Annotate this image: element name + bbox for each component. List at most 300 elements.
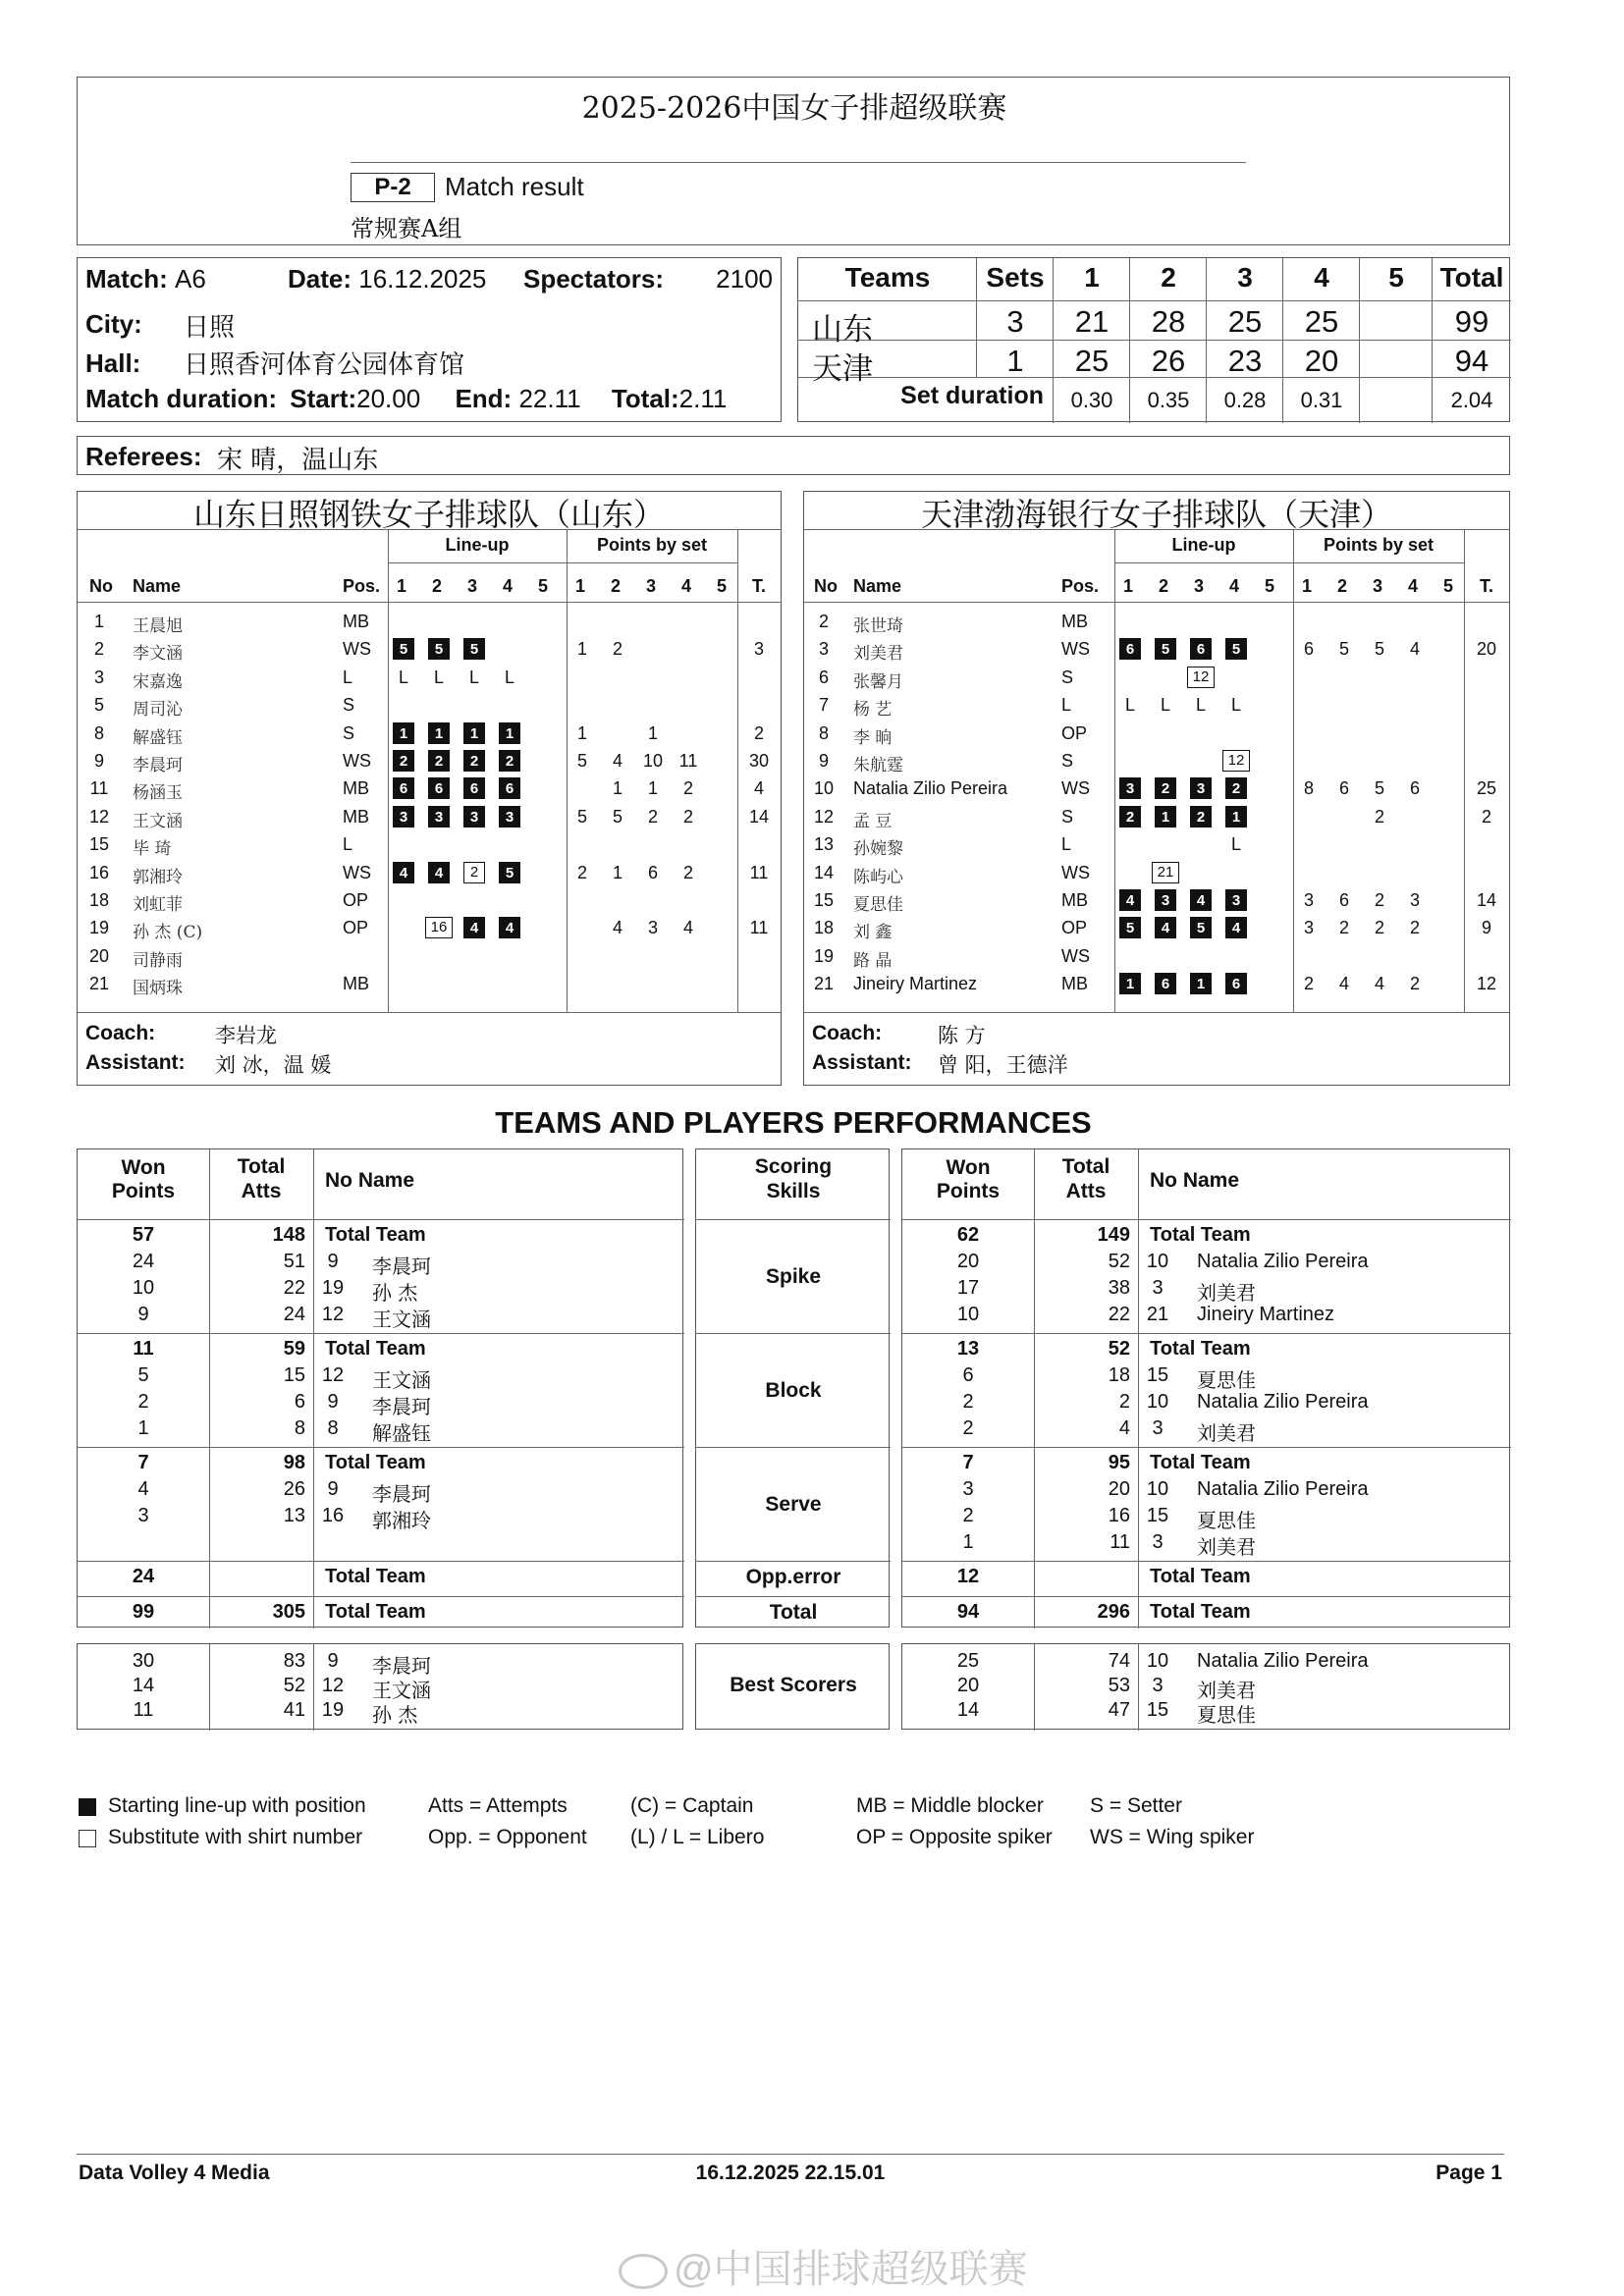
starting-legend-text: Starting line-up with position xyxy=(108,1794,366,1817)
player-no: 14 xyxy=(813,862,835,882)
player-no: 10 xyxy=(1146,1650,1169,1672)
player-no: 19 xyxy=(813,945,835,966)
skill-name: Block xyxy=(765,1379,822,1402)
player-set-points: 2 xyxy=(1374,890,1384,910)
points-set-header: 4 xyxy=(680,576,691,596)
player-pos: S xyxy=(1061,667,1074,687)
total-atts: 20 xyxy=(1108,1478,1130,1500)
starting-position-mark: 5 xyxy=(1190,917,1212,938)
player-set-points: 2 xyxy=(1338,918,1349,938)
set-duration-1: 0.35 xyxy=(1147,388,1190,412)
won-points: 14 xyxy=(956,1699,980,1721)
starting-position-mark: 2 xyxy=(1225,777,1247,799)
player-name: 刘美君 xyxy=(1197,1679,1256,1702)
perf-rule xyxy=(902,1333,1511,1334)
lineup-set-header: 2 xyxy=(431,576,442,596)
won-points: 24 xyxy=(132,1566,155,1587)
player-set-points: 4 xyxy=(1374,974,1384,994)
player-no: 3 xyxy=(93,667,104,687)
player-pos: L xyxy=(343,667,353,687)
starting-position-mark: 3 xyxy=(499,806,520,828)
coach-label: Coach: xyxy=(85,1022,156,1044)
player-set-points: 6 xyxy=(1303,639,1314,660)
player-name: 刘 鑫 xyxy=(853,923,893,943)
player-pos: L xyxy=(1061,834,1072,855)
player-no: 10 xyxy=(1146,1251,1169,1272)
player-name: 刘美君 xyxy=(1197,1281,1256,1305)
player-name: Total Team xyxy=(325,1338,426,1360)
total-atts: 18 xyxy=(1108,1364,1130,1386)
total-atts: 74 xyxy=(1108,1650,1130,1672)
won-points: 99 xyxy=(132,1601,155,1623)
captain-legend: (C) = Captain xyxy=(630,1794,754,1817)
player-no: 21 xyxy=(1146,1304,1169,1325)
player-total: 14 xyxy=(748,806,770,827)
opp-legend: Opp. = Opponent xyxy=(428,1826,587,1848)
player-pos: WS xyxy=(343,862,371,882)
player-total: 30 xyxy=(748,751,770,771)
team-total-label: Total Team xyxy=(325,1601,426,1623)
won-points: 7 xyxy=(962,1452,974,1473)
starting-position-mark: 6 xyxy=(1119,638,1141,660)
player-name: 孙婉黎 xyxy=(853,839,903,860)
team_b-team-title: 天津渤海银行女子排球队（天津） xyxy=(920,496,1392,533)
pos-header: Pos. xyxy=(343,576,381,596)
player-name: 夏思佳 xyxy=(1197,1368,1256,1392)
score-cell-sets: 1 xyxy=(1006,344,1024,378)
player-set-points: 2 xyxy=(1409,918,1420,938)
team-total-label: Total Team xyxy=(1150,1601,1251,1623)
player-pos: OP xyxy=(1061,918,1088,938)
end-label: End: xyxy=(455,384,513,413)
player-no: 15 xyxy=(1146,1699,1169,1721)
set-duration-label: Set duration xyxy=(900,382,1044,409)
player-no: 12 xyxy=(88,806,110,827)
player-name: 李文涵 xyxy=(133,644,183,665)
team-a-best-scorers xyxy=(77,1643,683,1730)
atts-header-2: Atts xyxy=(241,1180,282,1202)
player-name: Total Team xyxy=(325,1452,426,1473)
total-atts: 296 xyxy=(1097,1601,1130,1623)
player-no: 3 xyxy=(1152,1531,1164,1553)
player-set-points: 1 xyxy=(647,722,658,743)
won-points: 7 xyxy=(137,1452,149,1473)
score-cell-team: 山东 xyxy=(812,312,873,347)
player-set-points: 4 xyxy=(682,918,693,938)
name-header: No Name xyxy=(325,1169,415,1192)
skill-name: Total xyxy=(769,1601,818,1624)
total-atts: 8 xyxy=(294,1417,305,1439)
total-atts: 52 xyxy=(283,1675,305,1696)
starting-position-mark: 4 xyxy=(393,862,414,883)
player-set-points: 2 xyxy=(1374,918,1384,938)
footer-left: Data Volley 4 Media xyxy=(79,2162,270,2184)
starting-position-mark: 3 xyxy=(428,806,450,828)
substitute-mark: 12 xyxy=(1187,667,1215,688)
op-legend: OP = Opposite spiker xyxy=(856,1826,1053,1848)
won-points: 20 xyxy=(956,1675,980,1696)
player-no: 12 xyxy=(321,1675,345,1696)
hall-label: Hall: xyxy=(85,348,141,378)
match-label: Match: xyxy=(85,264,168,294)
total-atts: 41 xyxy=(283,1699,305,1721)
referees-value: 宋 晴，温山东 xyxy=(217,446,379,475)
roster-col-line xyxy=(1464,529,1465,1012)
points-set-header: 3 xyxy=(1372,576,1382,596)
total-atts: 24 xyxy=(283,1304,305,1325)
won-points: 30 xyxy=(132,1650,155,1672)
player-set-points: 2 xyxy=(682,862,693,882)
won-points: 17 xyxy=(956,1277,980,1299)
player-total: 9 xyxy=(1481,918,1491,938)
starting-position-mark: 1 xyxy=(1119,973,1141,994)
won-header-2: Points xyxy=(111,1180,176,1202)
won-points: 2 xyxy=(962,1391,974,1413)
player-set-points: 2 xyxy=(1303,974,1314,994)
player-no: 19 xyxy=(321,1699,345,1721)
starting-position-mark: 4 xyxy=(1119,889,1141,911)
player-name: 李晨珂 xyxy=(372,1654,431,1678)
substitute-mark: 21 xyxy=(1152,862,1179,883)
coach-label: Coach: xyxy=(812,1022,883,1044)
roster-rule xyxy=(78,602,781,603)
skill-name: Spike xyxy=(765,1265,822,1288)
score-cell-s1: 25 xyxy=(1074,344,1110,378)
player-set-points: 6 xyxy=(1338,778,1349,799)
perf-rule xyxy=(78,1596,684,1597)
player-set-points: 2 xyxy=(576,862,587,882)
player-no: 12 xyxy=(813,806,835,827)
perf-rule xyxy=(696,1333,891,1334)
player-name: 夏思佳 xyxy=(1197,1703,1256,1727)
player-total: 11 xyxy=(749,862,769,882)
player-no: 12 xyxy=(321,1304,345,1325)
player-no: 9 xyxy=(93,751,104,771)
total-atts: 26 xyxy=(283,1478,305,1500)
player-no: 18 xyxy=(88,890,110,910)
date-label: Date: xyxy=(288,264,352,294)
s-legend: S = Setter xyxy=(1090,1794,1182,1817)
won-points: 4 xyxy=(137,1478,149,1500)
player-total: 12 xyxy=(1476,974,1497,994)
performance-title: TEAMS AND PLAYERS PERFORMANCES xyxy=(495,1105,1092,1140)
score-header-3: 2 xyxy=(1161,262,1176,293)
starting-position-mark: 5 xyxy=(428,638,450,660)
starting-legend-swatch xyxy=(79,1798,96,1816)
watermark-text: @中国排球超级联赛 xyxy=(674,2248,1028,2291)
player-set-points: 3 xyxy=(647,918,658,938)
assistant-label: Assistant: xyxy=(85,1051,186,1074)
player-set-points: 1 xyxy=(612,862,623,882)
player-name: 周司沁 xyxy=(133,700,183,721)
starting-position-mark: 5 xyxy=(1225,638,1247,660)
perf-rule xyxy=(78,1219,684,1220)
player-set-points: 6 xyxy=(1409,778,1420,799)
total-atts: 51 xyxy=(283,1251,305,1272)
atts-header: Total xyxy=(237,1155,286,1178)
score-header-4: 3 xyxy=(1237,262,1253,293)
player-pos: MB xyxy=(1061,612,1088,631)
won-points: 62 xyxy=(956,1224,980,1246)
total-atts: 149 xyxy=(1097,1224,1130,1246)
score-table xyxy=(797,257,1510,422)
starting-position-mark: 2 xyxy=(1155,777,1176,799)
set-duration-2: 0.28 xyxy=(1223,388,1267,412)
player-set-points: 5 xyxy=(576,751,587,771)
total-atts: 148 xyxy=(272,1224,305,1246)
mb-legend: MB = Middle blocker xyxy=(856,1794,1044,1817)
perf-rule xyxy=(696,1596,891,1597)
player-name: 李晨珂 xyxy=(372,1482,431,1506)
player-name: 刘美君 xyxy=(1197,1535,1256,1559)
lineup-set-header: 4 xyxy=(502,576,513,596)
player-pos: WS xyxy=(1061,862,1090,882)
player-total: 11 xyxy=(749,918,769,938)
player-set-points: 1 xyxy=(576,639,587,660)
libero-mark: L xyxy=(433,667,444,687)
player-pos: WS xyxy=(1061,639,1090,660)
starting-position-mark: 2 xyxy=(1190,806,1212,828)
player-name: 张馨月 xyxy=(853,671,903,692)
no-header: No xyxy=(89,576,113,596)
player-no: 15 xyxy=(1146,1364,1169,1386)
perf-rule xyxy=(902,1447,1511,1448)
team-total-label: Total Team xyxy=(325,1566,426,1587)
player-name: 杨 艺 xyxy=(853,700,893,721)
player-name: 王文涵 xyxy=(372,1679,431,1702)
coach-name: 李岩龙 xyxy=(215,1024,277,1047)
player-no: 13 xyxy=(813,834,835,855)
lineup-set-header: 3 xyxy=(466,576,477,596)
player-no: 10 xyxy=(813,778,835,799)
player-total: 3 xyxy=(753,639,764,660)
skill-header-2: Skills xyxy=(766,1180,821,1202)
player-name: 夏思佳 xyxy=(853,895,903,915)
starting-position-mark: 2 xyxy=(1119,806,1141,828)
starting-position-mark: 1 xyxy=(1225,806,1247,828)
score-cell-s4: 25 xyxy=(1304,304,1339,339)
won-header: Won xyxy=(946,1156,991,1179)
player-name: 李晨珂 xyxy=(372,1395,431,1418)
starting-position-mark: 2 xyxy=(463,750,485,772)
start-value: 20.00 xyxy=(356,384,421,413)
starting-position-mark: 1 xyxy=(1190,973,1212,994)
roster-col-line xyxy=(567,529,568,1012)
player-name: 宋嘉逸 xyxy=(133,671,183,692)
player-name: 王晨旭 xyxy=(133,616,183,636)
perf-rule xyxy=(902,1561,1511,1562)
hall-value: 日照香河体育公园体育馆 xyxy=(184,350,465,380)
best-scorers-label-box xyxy=(695,1643,890,1730)
spectators-label: Spectators: xyxy=(523,264,665,294)
player-no: 16 xyxy=(321,1505,345,1526)
total-atts: 6 xyxy=(294,1391,305,1413)
lineup-set-header: 4 xyxy=(1228,576,1239,596)
substitute-legend-text: Substitute with shirt number xyxy=(108,1826,363,1848)
score-cell-s3: 25 xyxy=(1227,304,1263,339)
watermark xyxy=(619,2238,1028,2294)
roster-rule xyxy=(804,529,1509,530)
score-cell-team: 天津 xyxy=(812,351,873,387)
player-no: 7 xyxy=(818,695,829,716)
player-set-points: 3 xyxy=(1303,890,1314,910)
player-name: 毕 琦 xyxy=(133,839,172,860)
footer-right: Page 1 xyxy=(1435,2162,1502,2184)
total-atts: 4 xyxy=(1118,1417,1130,1439)
player-set-points: 2 xyxy=(1374,806,1384,827)
roster-rule xyxy=(78,529,781,530)
starting-position-mark: 1 xyxy=(463,722,485,744)
player-no: 2 xyxy=(818,612,829,631)
total-header: T. xyxy=(751,576,766,596)
match-info-box xyxy=(77,257,782,422)
won-points: 10 xyxy=(956,1304,980,1325)
won-points: 2 xyxy=(962,1505,974,1526)
player-no: 9 xyxy=(818,751,829,771)
player-name: 张世琦 xyxy=(853,616,903,636)
player-name: 李 晌 xyxy=(853,727,893,748)
report-name: Match result xyxy=(445,172,584,201)
starting-position-mark: 3 xyxy=(1225,889,1247,911)
date-value: 16.12.2025 xyxy=(358,264,487,294)
no-header: No xyxy=(814,576,838,596)
score-cell-total: 94 xyxy=(1454,344,1489,378)
atts-header-2: Atts xyxy=(1065,1180,1107,1202)
assistant-name: 曾 阳，王德洋 xyxy=(938,1053,1068,1077)
league-title: 2025-2026中国女子排超级联赛 xyxy=(581,91,1007,126)
roster-rule xyxy=(78,1012,781,1013)
lineup-header: Line-up xyxy=(445,535,510,555)
player-name: Total Team xyxy=(1150,1452,1251,1473)
skill-name: Serve xyxy=(765,1493,822,1516)
points-set-header: 3 xyxy=(645,576,656,596)
starting-position-mark: 6 xyxy=(393,777,414,799)
player-pos: S xyxy=(1061,751,1074,771)
total-atts: 47 xyxy=(1108,1699,1130,1721)
player-name: 朱航霆 xyxy=(853,756,903,775)
roster-rule xyxy=(804,1012,1509,1013)
won-header-2: Points xyxy=(936,1180,1001,1202)
player-name: Natalia Zilio Pereira xyxy=(853,778,1008,799)
roster-rule xyxy=(1114,562,1464,563)
won-points: 1 xyxy=(137,1417,149,1439)
won-points: 9 xyxy=(137,1304,149,1325)
won-points: 14 xyxy=(132,1675,155,1696)
player-name: Jineiry Martinez xyxy=(1197,1304,1335,1325)
starting-position-mark: 2 xyxy=(428,750,450,772)
starting-position-mark: 5 xyxy=(393,638,414,660)
starting-position-mark: 6 xyxy=(428,777,450,799)
player-name: 孟 豆 xyxy=(853,811,893,831)
score-cell-s2: 28 xyxy=(1151,304,1186,339)
city-value: 日照 xyxy=(184,313,236,343)
score-grid-line xyxy=(798,300,1511,301)
won-points: 13 xyxy=(956,1338,980,1360)
player-name: 孙 杰 xyxy=(372,1703,418,1727)
player-pos: MB xyxy=(343,778,369,799)
player-name: 郭湘玲 xyxy=(133,867,183,887)
points-set-header: 5 xyxy=(1442,576,1453,596)
player-no: 9 xyxy=(327,1391,339,1413)
player-pos: MB xyxy=(1061,974,1088,994)
player-pos: MB xyxy=(343,612,369,631)
starting-position-mark: 5 xyxy=(1119,917,1141,938)
won-points: 10 xyxy=(132,1277,155,1299)
player-set-points: 3 xyxy=(1303,918,1314,938)
player-name: Natalia Zilio Pereira xyxy=(1197,1391,1369,1413)
total-atts: 53 xyxy=(1108,1675,1130,1696)
points-header: Points by set xyxy=(596,535,708,555)
won-points: 1 xyxy=(962,1531,974,1553)
starting-position-mark: 3 xyxy=(463,806,485,828)
total-atts: 59 xyxy=(283,1338,305,1360)
player-name: Natalia Zilio Pereira xyxy=(1197,1251,1369,1272)
total-atts: 52 xyxy=(1108,1338,1130,1360)
starting-position-mark: 3 xyxy=(1190,777,1212,799)
roster-col-line xyxy=(1114,529,1115,1012)
lineup-set-header: 5 xyxy=(1264,576,1274,596)
ws-legend: WS = Wing spiker xyxy=(1090,1826,1255,1848)
starting-position-mark: 2 xyxy=(393,750,414,772)
total-atts: 13 xyxy=(283,1505,305,1526)
player-pos: MB xyxy=(343,974,369,994)
perf-rule xyxy=(696,1447,891,1448)
scoring-skills-table xyxy=(695,1148,890,1628)
points-set-header: 2 xyxy=(610,576,621,596)
player-name: 王文涵 xyxy=(372,1368,431,1392)
start-label: Start: xyxy=(290,384,357,413)
player-no: 8 xyxy=(818,722,829,743)
report-code: P-2 xyxy=(351,173,435,202)
score-header-6: 5 xyxy=(1388,262,1404,293)
total-label: Total: xyxy=(611,384,679,413)
player-name: 王文涵 xyxy=(133,811,183,831)
player-no: 11 xyxy=(89,778,109,799)
won-points: 11 xyxy=(133,1699,154,1721)
player-pos: MB xyxy=(343,806,369,827)
skill-header: Scoring xyxy=(754,1155,833,1178)
team-b-best-scorers xyxy=(901,1643,1510,1730)
name-header: No Name xyxy=(1150,1169,1240,1192)
player-set-points: 2 xyxy=(612,639,623,660)
atts-header: Total xyxy=(1061,1155,1110,1178)
won-points: 25 xyxy=(956,1650,980,1672)
footer-center: 16.12.2025 22.15.01 xyxy=(695,2162,886,2184)
player-total: 20 xyxy=(1476,639,1497,660)
starting-position-mark: 4 xyxy=(499,917,520,938)
player-set-points: 5 xyxy=(576,806,587,827)
assistant-label: Assistant: xyxy=(812,1051,912,1074)
lineup-set-header: 2 xyxy=(1158,576,1168,596)
player-pos: S xyxy=(343,722,355,743)
starting-position-mark: 6 xyxy=(1190,638,1212,660)
player-name: 李晨珂 xyxy=(133,756,183,775)
player-no: 12 xyxy=(321,1364,345,1386)
libero-legend: (L) / L = Libero xyxy=(630,1826,765,1848)
phase-label: 常规赛A组 xyxy=(351,215,462,242)
won-points: 94 xyxy=(956,1601,980,1623)
roster-col-line xyxy=(1293,529,1294,1012)
player-name: 刘美君 xyxy=(1197,1421,1256,1445)
won-points: 3 xyxy=(137,1505,149,1526)
libero-mark: L xyxy=(1195,695,1206,716)
player-set-points: 1 xyxy=(576,722,587,743)
starting-position-mark: 3 xyxy=(393,806,414,828)
player-name: 孙 杰 xyxy=(372,1281,418,1305)
total-atts: 305 xyxy=(272,1601,305,1623)
starting-position-mark: 1 xyxy=(393,722,414,744)
score-cell-sets: 3 xyxy=(1006,304,1024,339)
